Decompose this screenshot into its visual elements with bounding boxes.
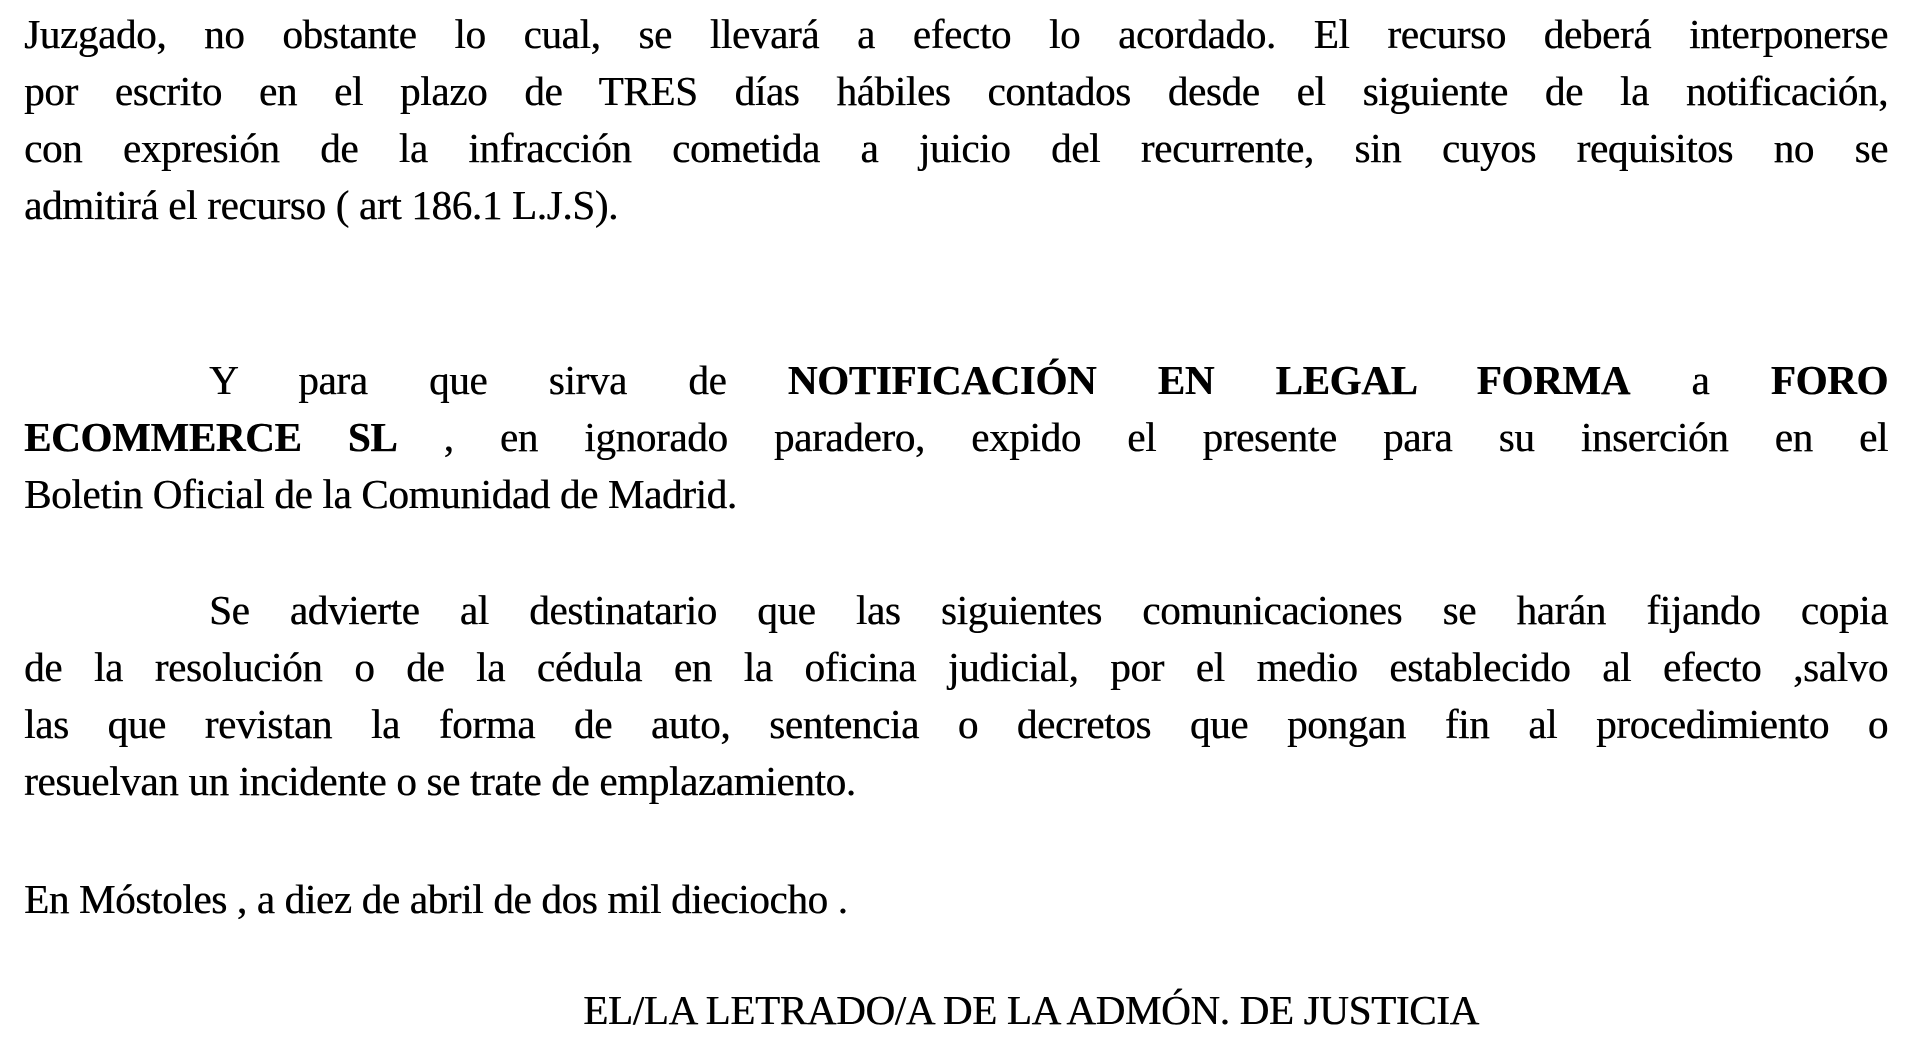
- text-line: [24, 409, 1888, 466]
- paragraph-appeal-instructions: [24, 6, 1888, 234]
- text-line: de la resolución o de la cédula en la oficina judicial, por el medio establecido al efecto ,salvo: [24, 644, 1888, 690]
- text-line: Se advierte al destinatario que las siguientes comunicaciones se harán fijando copia: [209, 587, 1888, 633]
- text-line: con expresión de la infracción cometida a juicio del recurrente, sin cuyos requisitos no se: [24, 125, 1888, 171]
- signature-title: EL/LA LETRADO/A DE LA ADMÓN. DE JUSTICIA: [583, 987, 1479, 1033]
- text-line: por escrito en el plazo de TRES días hábiles contados desde el siguiente de la notificación,: [24, 68, 1888, 114]
- text-segment: , en ignorado paradero, expido el presente para su inserción en el: [397, 414, 1888, 460]
- paragraph-date-place: [24, 871, 1888, 928]
- text-line: Boletin Oficial de la Comunidad de Madrid.: [24, 471, 737, 517]
- text-line: [24, 352, 1888, 409]
- date-line: En Móstoles , a diez de abril de dos mil dieciocho .: [24, 876, 848, 922]
- text-line: Juzgado, no obstante lo cual, se llevará a efecto lo acordado. El recurso deberá interponerse: [24, 11, 1888, 57]
- paragraph-warning: [24, 582, 1888, 810]
- text-line: las que revistan la forma de auto, sentencia o decretos que pongan fin al procedimiento o: [24, 701, 1888, 747]
- company-name-bold: FORO: [1770, 357, 1888, 403]
- paragraph-notification: [24, 352, 1888, 523]
- text-segment: Y para que sirva de: [209, 357, 788, 403]
- text-line: admitirá el recurso ( art 186.1 L.J.S).: [24, 182, 619, 228]
- text-line: resuelvan un incidente o se trate de emplazamiento.: [24, 758, 856, 804]
- text-segment: a: [1630, 357, 1771, 403]
- company-name-bold: ECOMMERCE SL: [24, 414, 398, 460]
- document-page: [24, 6, 1888, 1039]
- notification-bold-text: NOTIFICACIÓN EN LEGAL FORMA: [787, 357, 1631, 403]
